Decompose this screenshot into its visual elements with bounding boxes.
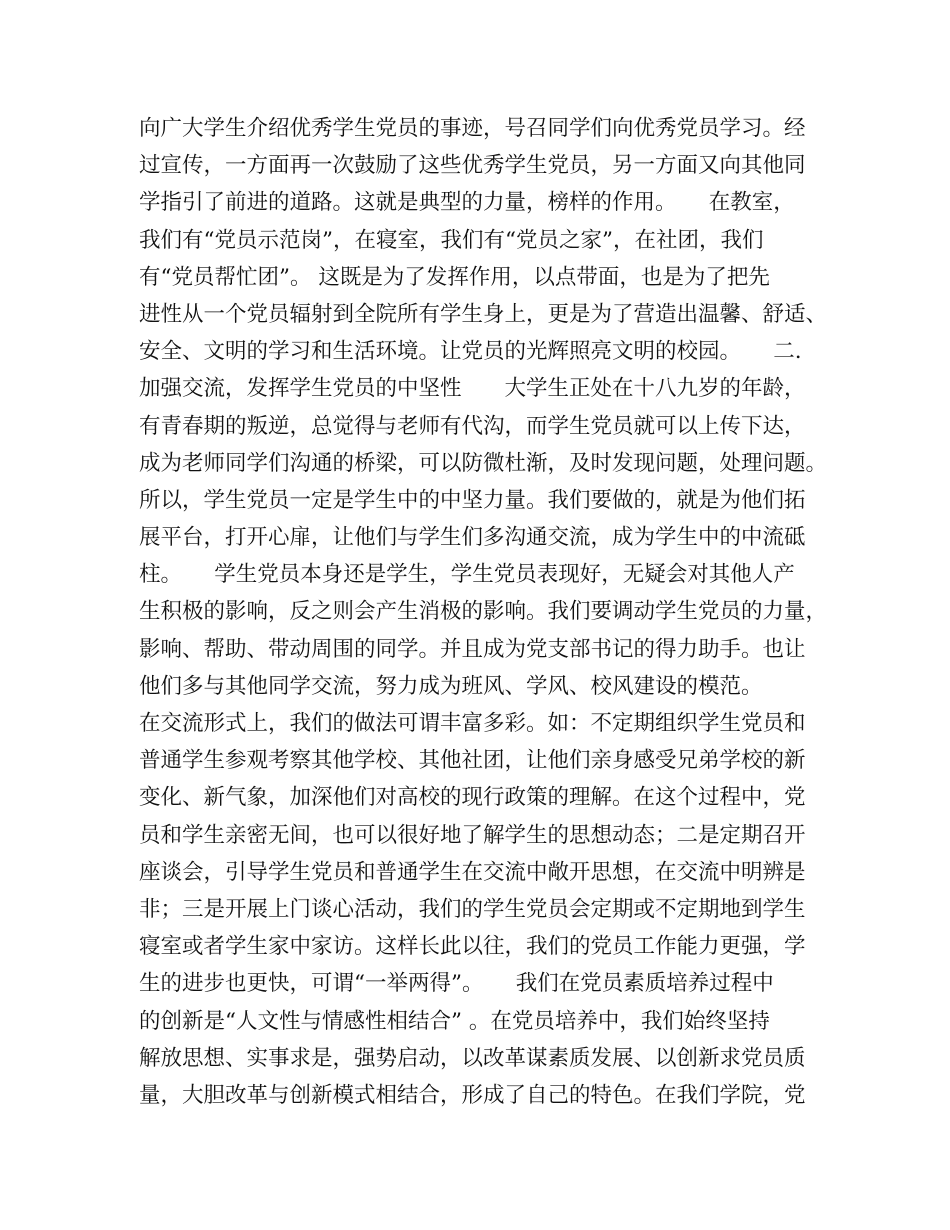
text-line: 安全、文明的学习和生活环境。让党员的光辉照亮文明的校园。 二.	[139, 339, 802, 365]
text-line: 有“党员帮忙团”。 这既是为了发挥作用，以点带面，也是为了把先	[139, 264, 770, 290]
text-line: 加强交流，发挥学生党员的中坚性 大学生正处在十八九岁的年龄，	[139, 376, 806, 402]
text-line: 我们有“党员示范岗”，在寝室，我们有“党员之家”，在社团，我们	[139, 227, 764, 253]
text-line: 过宣传，一方面再一次鼓励了这些优秀学生党员，另一方面又向其他同	[139, 153, 806, 179]
text-line: 成为老师同学们沟通的桥梁，可以防微杜渐，及时发现问题，处理问题。	[139, 450, 828, 476]
text-line: 员和学生亲密无间，也可以很好地了解学生的思想动态；二是定期召开	[139, 822, 806, 848]
body-text	[139, 110, 839, 1114]
text-line: 有青春期的叛逆，总觉得与老师有代沟，而学生党员就可以上传下达，	[139, 413, 806, 439]
text-line: 柱。 学生党员本身还是学生，学生党员表现好，无疑会对其他人产	[139, 562, 795, 588]
text-line: 的创新是“人文性与情感性相结合” 。在党员培养中，我们始终坚持	[139, 1008, 770, 1034]
text-line: 影响、帮助、带动周围的同学。并且成为党支部书记的得力助手。也让	[139, 636, 806, 662]
text-line: 向广大学生介绍优秀学生党员的事迹，号召同学们向优秀党员学习。经	[139, 116, 806, 141]
text-line: 非；三是开展上门谈心活动，我们的学生党员会定期或不定期地到学生	[139, 896, 806, 922]
text-line: 解放思想、实事求是，强势启动，以改革谋素质发展、以创新求党员质	[139, 1045, 806, 1071]
text-line: 所以，学生党员一定是学生中的中坚力量。我们要做的，就是为他们拓	[139, 487, 806, 513]
text-line: 生的进步也更快，可谓“一举两得”。 我们在党员素质培养过程中	[139, 971, 774, 997]
text-line: 普通学生参观考察其他学校、其他社团，让他们亲身感受兄弟学校的新	[139, 748, 806, 774]
text-line: 量，大胆改革与创新模式相结合，形成了自己的特色。在我们学院，党	[139, 1082, 806, 1108]
text-line: 寝室或者学生家中家访。这样长此以往，我们的党员工作能力更强，学	[139, 934, 806, 960]
text-line: 在交流形式上，我们的做法可谓丰富多彩。如：不定期组织学生党员和	[139, 711, 806, 736]
text-line: 学指引了前进的道路。这就是典型的力量，榜样的作用。 在教室，	[139, 190, 795, 216]
text-line: 进性从一个党员辐射到全院所有学生身上，更是为了营造出温馨、舒适、	[139, 301, 828, 327]
text-line: 展平台，打开心扉，让他们与学生们多沟通交流，成为学生中的中流砥	[139, 525, 806, 551]
text-line: 他们多与其他同学交流，努力成为班风、学风、校风建设的模范。	[139, 673, 763, 699]
text-line: 变化、新气象，加深他们对高校的现行政策的理解。在这个过程中，党	[139, 785, 806, 811]
text-line: 生积极的影响，反之则会产生消极的影响。我们要调动学生党员的力量，	[139, 599, 828, 625]
text-line: 座谈会，引导学生党员和普通学生在交流中敞开思想，在交流中明辨是	[139, 859, 806, 885]
